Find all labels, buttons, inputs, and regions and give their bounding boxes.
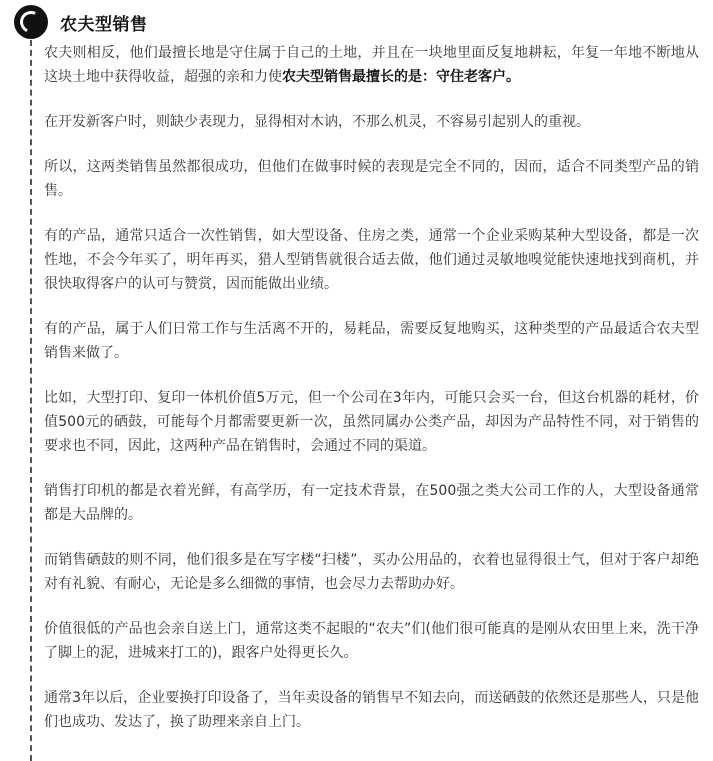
paragraph-4: 有的产品，通常只适合一次性销售，如大型设备、住房之类，通常一个企业采购某种大型设备，都是一次性地，不会今年买了，明年再买，猎人型销售就很合适去做，他们通过灵敏地嗅觉能快速地找到商机，并很快取得客户的认可与赞赏，因而能做出业绩。	[44, 228, 699, 292]
paragraph-1-highlight: 农夫型销售最擅长的是：守住老客户。	[282, 69, 520, 85]
paragraph-8: 而销售硒鼓的则不同，他们很多是在写字楼“扫楼”，买办公用品的，衣着也显得很土气，但对于客户却绝对有礼貌、有耐心，无论是多么细微的事情，也会尽力去帮助办好。	[44, 552, 699, 592]
paragraph-2: 在开发新客户时，则缺少表现力，显得相对木讷，不那么机灵，不容易引起别人的重视。	[44, 114, 590, 130]
record-bullet-icon	[14, 5, 48, 39]
paragraph-7: 销售打印机的都是衣着光鲜，有高学历，有一定技术背景，在500强之类大公司工作的人，大型设备通常都是大品牌的。	[44, 483, 699, 523]
paragraph-6: 比如，大型打印、复印一体机价值5万元，但一个公司在3年内，可能只会买一台，但这台机器的耗材，价值500元的硒鼓，可能每个月都需要更新一次，虽然同属办公类产品，却因为产品特性不同，对于销售的要求也不同，因此，这两种产品在销售时，会通过不同的渠道。	[44, 390, 699, 454]
paragraph-10: 通常3年以后，企业要换打印设备了，当年卖设备的销售早不知去向，而送硒鼓的依然还是那些人，只是他们也成功、发达了，换了助理来亲自上门。	[44, 690, 699, 730]
article-body	[44, 41, 699, 755]
section-header	[14, 4, 148, 40]
paragraph-9: 价值很低的产品也会亲自送上门，通常这类不起眼的“农夫”们(他们很可能真的是刚从农田里上来，洗干净了脚上的泥，进城来打工的)，跟客户处得更长久。	[44, 621, 699, 661]
paragraph-3: 所以，这两类销售虽然都很成功，但他们在做事时候的表现是完全不同的，因而，适合不同类型产品的销售。	[44, 159, 699, 199]
section-title: 农夫型销售	[60, 14, 148, 35]
paragraph-1-text: 农夫则相反，他们最擅长地是守住属于自己的土地，并且在一块地里面反复地耕耘，年复一年地不断地从这块土地中获得收益，超强的亲和力使	[44, 45, 699, 85]
timeline-rail	[30, 40, 32, 761]
paragraph-5: 有的产品，属于人们日常工作与生活离不开的，易耗品，需要反复地购买，这种类型的产品最适合农夫型销售来做了。	[44, 321, 699, 361]
paragraph-1	[44, 41, 699, 89]
